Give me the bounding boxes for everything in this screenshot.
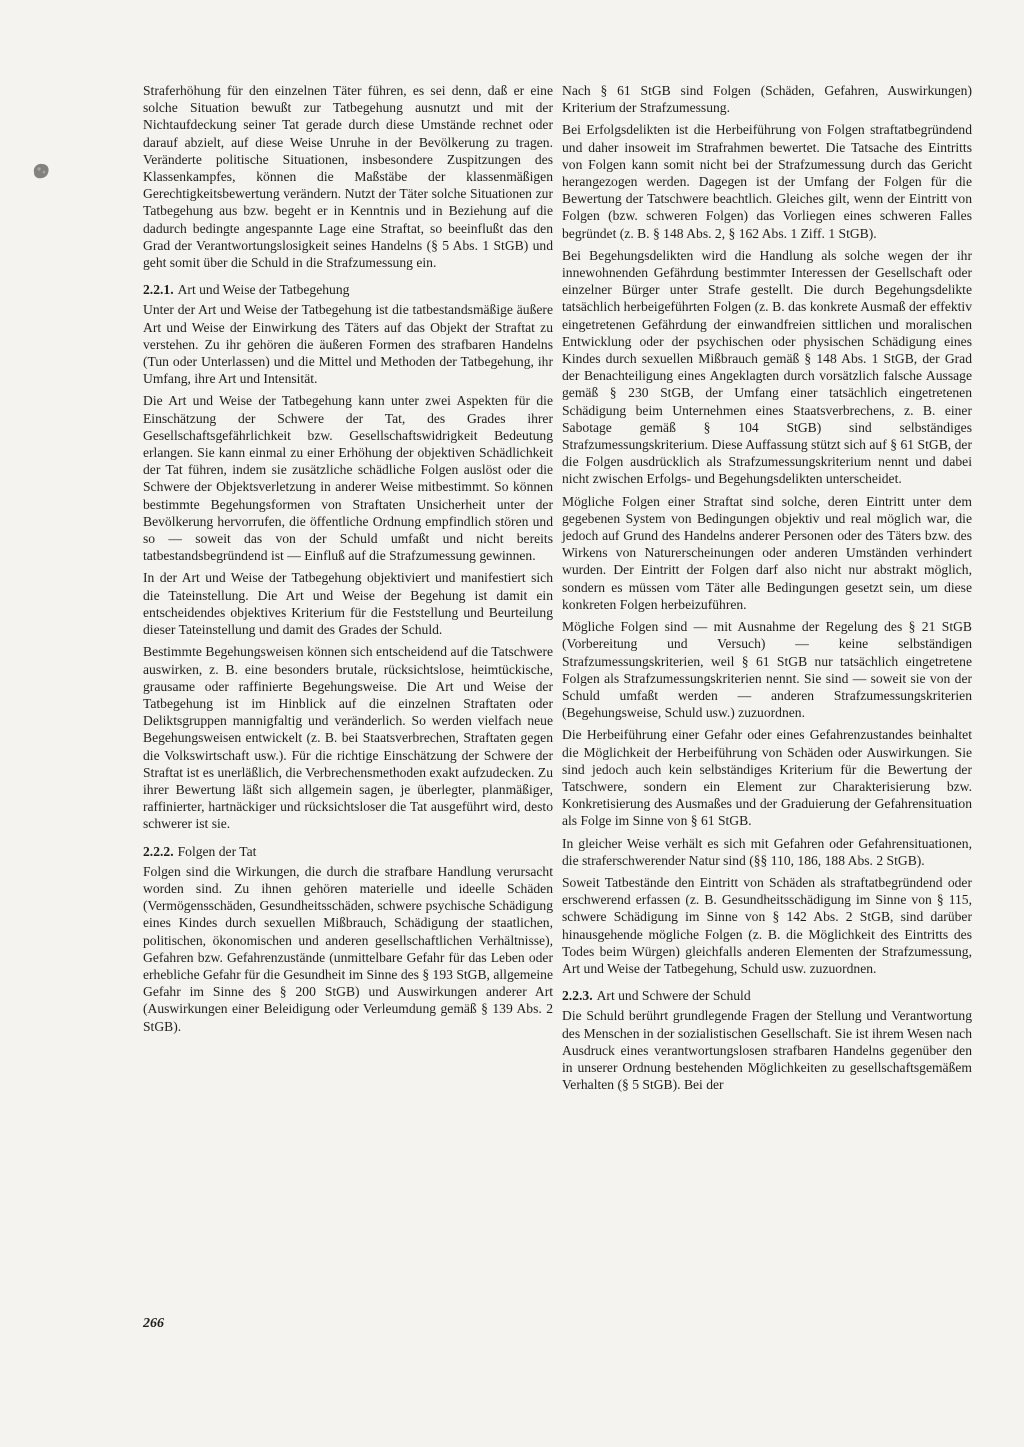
left-column bbox=[143, 82, 553, 1040]
section-title: Art und Schwere der Schuld bbox=[596, 988, 751, 1004]
section-title: Art und Weise der Tatbegehung bbox=[177, 282, 350, 298]
ink-smudge-icon bbox=[30, 160, 52, 182]
section-number: 2.2.1. bbox=[143, 282, 174, 298]
section-heading-2-2-3 bbox=[562, 987, 972, 1004]
paragraph: Die Art und Weise der Tatbegehung kann unter zwei Aspekten für die Einschätzung der Schwere der Tat, des Grades ihrer Gesellschaftsgefährlichkeit bzw. Gesellschaftswidrigkeit Bedeutung erlangen. Sie kann einmal zu einer Erhöhung der objektiven Schädlichkeit der Tat führen, indem sie zusätzliche schädliche Folgen auslöst oder die Schwere der Objektsverletzung in anderer Weise mitbestimmt. So können bestimmte Begehungsformen von Straftaten Unsicherheit unter der Bevölkerung hervorrufen, die öffentliche Ordnung empfindlich stören und so — soweit das von der Schuld umfaßt und nicht bereits tatbestandsbegründend ist — Einfluß auf die Strafzumessung gewinnen. bbox=[143, 393, 553, 564]
section-number: 2.2.3. bbox=[562, 988, 593, 1004]
paragraph: Mögliche Folgen sind — mit Ausnahme der Regelung des § 21 StGB (Vorbereitung und Versuch) — keine selbständigen Strafzumessungskriterien, weil § 61 StGB nur tatsächlich eingetretene Folgen als Strafzumessungskriterien nennt. Sie sind — soweit sie von der Schuld umfaßt werden — anderen Strafzumessungskriterien (Begehungsweise, Schuld usw.) zuzuordnen. bbox=[562, 619, 972, 721]
paragraph: Die Herbeiführung einer Gefahr oder eines Gefahrenzustandes beinhaltet die Möglichkeit der Herbeiführung von Schäden oder Auswirkungen. Sie sind jedoch auch kein selbständiges Kriterium für die Bewertung der Tatschwere, sondern ein Element zur Charakterisierung bzw. Konkretisierung des Ausmaßes und der Graduierung der Gefahrensituation als Folge im Sinne von § 61 StGB. bbox=[562, 727, 972, 829]
paragraph: Bestimmte Begehungsweisen können sich entscheidend auf die Tatschwere auswirken, z. B. eine besonders brutale, rücksichtslose, heimtückische, grausame oder raffinierte Begehungsweise. Die Art und Weise der Tatbegehung ist im Hinblick auf die einzelnen Straftaten oder Deliktsgruppen mannigfaltig und veränderlich. So werden vielfach neue Begehungsweisen entwickelt (z. B. bei Staatsverbrechen, Straftaten gegen die Volkswirtschaft usw.). Für die richtige Einschätzung der Schwere der Straftat ist es unerläßlich, die Verbrechensmethoden exakt aufzudecken. Zu ihrer Bewertung läßt sich allgemein sagen, je überlegter, planmäßiger, raffinierter, hartnäckiger und rücksichtsloser die Tat ausgeführt wird, desto schwerer ist sie. bbox=[143, 644, 553, 832]
paragraph: In gleicher Weise verhält es sich mit Gefahren oder Gefahrensituationen, die straferschwerender Natur sind (§§ 110, 186, 188 Abs. 2 StGB). bbox=[562, 835, 972, 868]
page-number: 266 bbox=[143, 1316, 164, 1331]
paragraph: Soweit Tatbestände den Eintritt von Schäden als straftatbegründend oder erschwerend erfassen (z. B. Gesundheitsschädigung im Sinne von § 115, schwere Schädigung im Sinne von § 142 Abs. 2 StGB, sind darüber hinausgehende mögliche Folgen (z. B. die Möglichkeit des Eintritts des Todes beim Würgen) gleichfalls anderen Elementen der Strafzumessung, Art und Weise der Tatbegehung, Schuld usw. zuzuordnen. bbox=[562, 874, 972, 976]
intro-paragraph: Straferhöhung für den einzelnen Täter führen, es sei denn, daß er eine solche Situation bewußt zur Tatbegehung ausnutzt und mit der Nichtaufdeckung seiner Tat gerade durch diese Umstände rechnet oder darauf abzielt, auf diese Weise Unruhe in der Bevölkerung zu tragen. Veränderte politische Situationen, insbesondere Zuspitzungen des Klassenkampfes, können die Maßstäbe der klassenmäßigen Gerechtigkeitsbewertung verändern. Nutzt der Täter solche Situationen zur Tatbegehung aus bzw. begeht er in Kenntnis und in Beziehung auf die dadurch bedingte angespannte Lage eine Straftat, so beeinflußt das den Grad der Verantwortungslosigkeit seines Handelns (§ 5 Abs. 1 StGB) und geht somit über die Schuld in die Strafzumessung ein. bbox=[143, 83, 553, 271]
paragraph: Mögliche Folgen einer Straftat sind solche, deren Eintritt unter dem gegebenen System von Bedingungen objektiv und real möglich war, die jedoch auf Grund des Handelns anderer Personen oder des Täters bzw. des Wirkens von Naturerscheinungen oder anderen Umständen verhindert wurden. Der Eintritt der Folgen darf also nicht nur abstrakt möglich, sondern es müssen vom Täter alle Bedingungen gesetzt sein, um diese konkreten Folgen herbeizuführen. bbox=[562, 493, 972, 612]
section-number: 2.2.2. bbox=[143, 843, 174, 859]
paragraph: In der Art und Weise der Tatbegehung objektiviert und manifestiert sich die Tateinstellung. Die Art und Weise der Begehung ist damit ein entscheidendes objektives Kriterium für die Feststellung und Beurteilung dieser Tateinstellung und damit des Grades der Schuld. bbox=[143, 570, 553, 638]
section-heading-2-2-2 bbox=[143, 843, 553, 860]
paragraph: Folgen sind die Wirkungen, die durch die strafbare Handlung verursacht worden sind. Zu ihnen gehören materielle und ideelle Schäden (Vermögensschäden, Gesundheitsschäden, schwere psychische Schädigung eines Kindes durch sexuellen Mißbrauch, Schädigung der staatlichen, politischen, ökonomischen und anderen gesellschaftlichen Verhältnisse), Gefahren bzw. Gefahrenzustände (unmittelbare Gefahr für das Leben oder erhebliche Gefahr für die Gesundheit im Sinne des § 193 StGB, allgemeine Gefahr im Sinne des § 200 StGB) und Auswirkungen anderer Art (Auswirkungen einer Beleidigung oder Verleumdung gemäß § 139 Abs. 2 StGB). bbox=[143, 863, 553, 1034]
paragraph: Nach § 61 StGB sind Folgen (Schäden, Gefahren, Auswirkungen) Kriterium der Strafzumessung. bbox=[562, 83, 972, 116]
section-title: Folgen der Tat bbox=[177, 843, 257, 859]
paragraph: Die Schuld berührt grundlegende Fragen der Stellung und Verantwortung des Menschen in der sozialistischen Gesellschaft. Sie ist ihrem Wesen nach Ausdruck eines verantwortungslosen strafbaren Handelns gegenüber den in unserer Ordnung bestehenden Möglichkeiten zu gesellschaftsgemäßem Verhalten (§ 5 StGB). Bei der bbox=[562, 1008, 972, 1093]
paragraph: Bei Begehungsdelikten wird die Handlung als solche wegen der ihr innewohnenden Gefährdung bestimmter Interessen der Gesellschaft oder einzelner Bürger unter Strafe gestellt. Die durch Begehungsdelikte tatsächlich herbeigeführten Folgen (z. B. das konkrete Ausmaß der effektiv eingetretenen Gefährdung der einwandfreien sittlichen und moralischen Entwicklung oder der psychischen oder physischen Schädigung eines Kindes durch sexuellen Mißbrauch gemäß § 148 Abs. 1 StGB, der Grad der Benachteiligung eines Angeklagten durch vorsätzlich falsche Aussage gemäß § 230 StGB, der Umfang einer tatsächlich eingetretenen Schädigung beim Unternehmen eines Staatsverbrechens, z. B. einer Sabotage gemäß § 104 StGB) sind selbständiges Strafzumessungskriterium. Diese Auffassung stützt sich auf § 61 StGB, der die Folgen ausdrücklich als Strafzumessungskriterium nennt und dabei nicht zwischen Erfolgs- und Begehungsdelikten unterscheidet. bbox=[562, 247, 972, 487]
right-column bbox=[562, 82, 972, 1098]
paragraph: Unter der Art und Weise der Tatbegehung ist die tatbestandsmäßige äußere Art und Weise der Einwirkung des Täters auf das Objekt der Straftat zu verstehen. Zu ihr gehören die äußeren Formen des strafbaren Handelns (Tun oder Unterlassen) und die Mittel und Methoden der Tatbegehung, ihr Umfang, ihre Art und Intensität. bbox=[143, 302, 553, 387]
paragraph: Bei Erfolgsdelikten ist die Herbeiführung von Folgen straftatbegründend und daher insoweit im Strafrahmen bewertet. Die Tatsache des Eintritts von Folgen kann somit nicht bei der Strafzumessung durch das Gericht herangezogen werden. Dagegen ist der Umfang der Folgen für die Bewertung der Tatschwere beachtlich. Gleiches gilt, wenn der Eintritt von Folgen (bzw. schweren Folgen) das Vorliegen eines schweren Falles begründet (z. B. § 148 Abs. 2, § 162 Abs. 1 Ziff. 1 StGB). bbox=[562, 122, 972, 241]
section-heading-2-2-1 bbox=[143, 281, 553, 298]
